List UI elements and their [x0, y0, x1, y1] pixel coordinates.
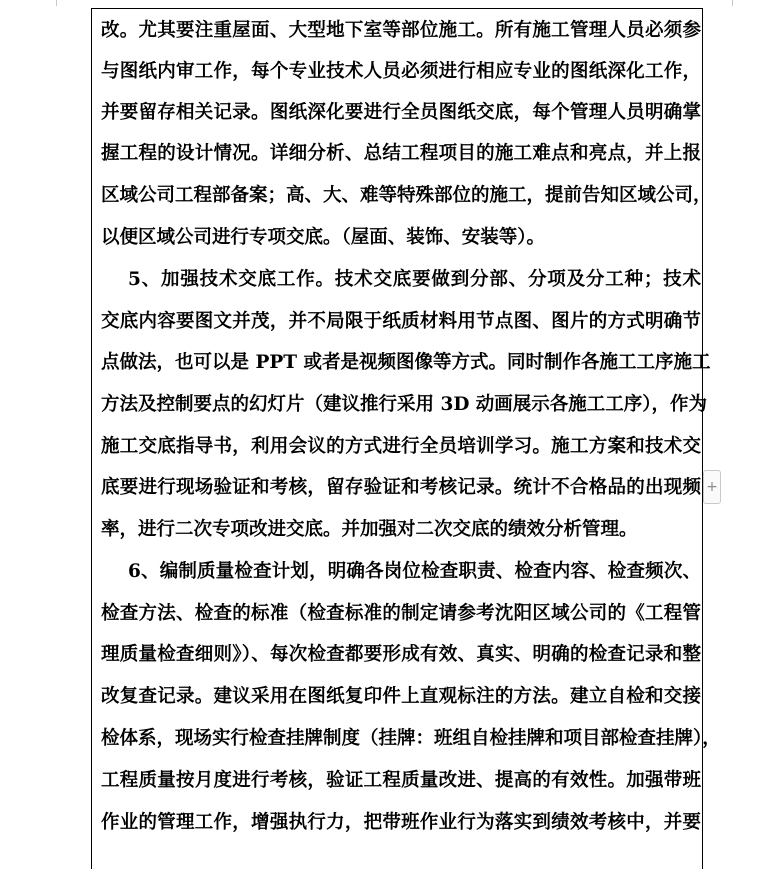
text-line: 改复查记录。建议采用在图纸复印件上直观标注的方法。建立自检和交接 — [101, 686, 701, 707]
text-line: 点做法，也可以是 PPT 或者是视频图像等方式。同时制作各施工工序施工 — [101, 352, 711, 373]
text-line: 以便区域公司进行专项交底。（屋面、装饰、安装等）。 — [101, 227, 546, 248]
text-line: 率，进行二次专项改进交底。并加强对二次交底的绩效分析管理。 — [101, 519, 638, 540]
text-line: 理质量检查细则》）、每次检查都要形成有效、真实、明确的检查记录和整 — [101, 644, 701, 665]
text-line: 交底内容要图文并茂，并不局限于纸质材料用节点图、图片的方式明确节 — [101, 311, 701, 332]
paragraph-6-first-line: 6、编制质量检查计划，明确各岗位检查职责、检查内容、检查频次、 — [128, 561, 701, 582]
text-line: 方法及控制要点的幻灯片（建议推行采用 3D 动画展示各施工工序），作为 — [101, 394, 708, 415]
text-line: 与图纸内审工作，每个专业技术人员必须进行相应专业的图纸深化工作， — [101, 61, 701, 82]
plus-icon: + — [706, 479, 718, 495]
text-line: 作业的管理工作，增强执行力，把带班作业行为落实到绩效考核中，并要 — [101, 812, 701, 833]
text-line: 施工交底指导书，利用会议的方式进行全员培训学习。施工方案和技术交 — [101, 436, 701, 457]
paragraph-5-first-line: 5、加强技术交底工作。技术交底要做到分部、分项及分工种；技术 — [128, 269, 701, 290]
text-line: 握工程的设计情况。详细分析、总结工程项目的施工难点和亮点，并上报 — [101, 143, 701, 164]
text-line: 区域公司工程部备案；高、大、难等特殊部位的施工，提前告知区域公司， — [101, 185, 712, 206]
text-line: 底要进行现场验证和考核，留存验证和考核记录。统计不合格品的出现频 — [101, 477, 701, 498]
add-row-button[interactable] — [703, 470, 721, 504]
text-line: 检查方法、检查的标准（检查标准的制定请参考沈阳区域公司的《工程管 — [101, 603, 701, 624]
page-edge — [56, 0, 733, 6]
text-line: 检体系，现场实行检查挂牌制度（挂牌：班组自检挂牌和项目部检查挂牌）， — [101, 728, 721, 749]
text-line: 改。尤其要注重屋面、大型地下室等部位施工。所有施工管理人员必须参 — [101, 20, 701, 41]
text-line: 工程质量按月度进行考核，验证工程质量改进、提高的有效性。加强带班 — [101, 770, 701, 791]
text-line: 并要留存相关记录。图纸深化要进行全员图纸交底，每个管理人员明确掌 — [101, 102, 701, 123]
